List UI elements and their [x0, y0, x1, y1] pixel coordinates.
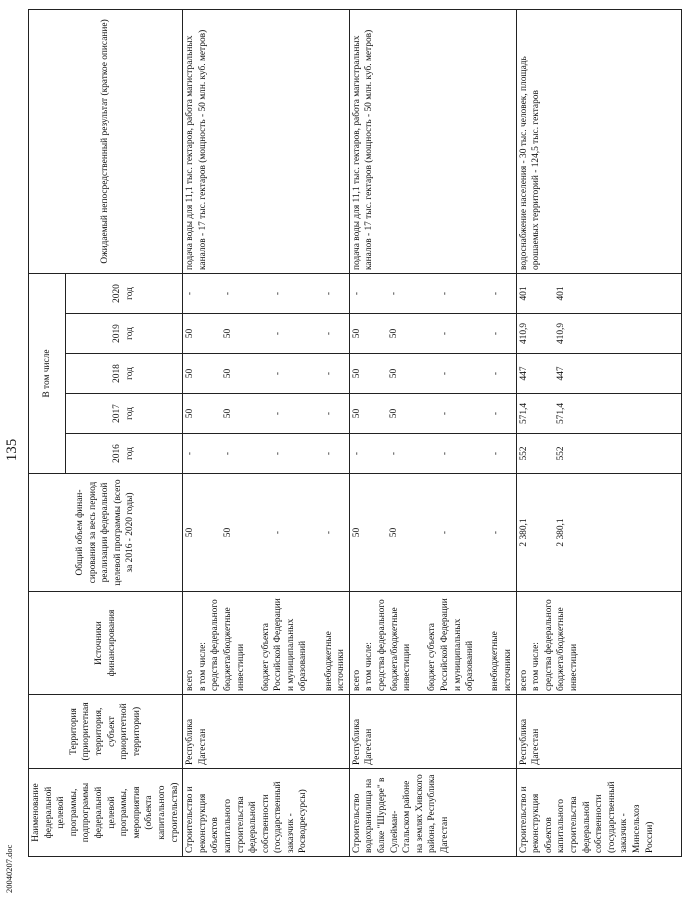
value: - [273, 530, 284, 535]
header-territory: Территория (приоритетная территория, субъект приоритетной территории) [29, 695, 183, 769]
value: - [490, 451, 501, 456]
value: - [389, 291, 400, 296]
value: 571,4 [556, 402, 567, 425]
header-sources: Источники финансирования [29, 592, 183, 695]
value: 50 [222, 408, 233, 419]
value: 410,9 [518, 322, 529, 345]
value: 552 [556, 446, 567, 461]
header-year: 2018 год [65, 354, 182, 394]
value: - [323, 371, 334, 376]
value: - [490, 291, 501, 296]
value: - [273, 451, 284, 456]
year-cell [183, 314, 350, 354]
source-line: средства федерального бюджета/бюджетные инвестиции [377, 599, 413, 691]
source-line: средства федерального бюджета/бюджетные инвестиции [210, 599, 246, 691]
value: 2 380,1 [518, 518, 529, 547]
source-line: бюджет субъекта Российской Федерации и муниципальных образований [427, 598, 476, 691]
year-cell [516, 314, 682, 354]
value: 50 [389, 408, 400, 419]
value: 50 [185, 328, 196, 339]
value: 50 [222, 527, 233, 538]
value: 401 [556, 286, 567, 301]
value: 50 [351, 527, 362, 538]
year-cell [349, 273, 516, 313]
header-year: 2020 год [65, 273, 182, 313]
value: - [351, 451, 362, 456]
result-cell: водоснабжение населения - 30 тыс. человек, площадь орошаемых территорий - 124,5 тыс. гектаров [516, 9, 682, 273]
source-line: всего [518, 669, 529, 691]
table-row [516, 9, 682, 856]
value: 50 [185, 368, 196, 379]
header-in-that: В том числе [29, 273, 66, 473]
value: - [185, 291, 196, 296]
value: - [222, 451, 233, 456]
sources-cell [183, 592, 350, 695]
year-cell [349, 394, 516, 434]
result-cell: подача воды для 11,1 тыс. гектаров, работа магистральных каналов - 17 тыс. гектаров (мощность - 50 млн. куб. метров) [183, 9, 350, 273]
value: - [273, 371, 284, 376]
value: 50 [351, 368, 362, 379]
value: 401 [518, 286, 529, 301]
sources-cell [349, 592, 516, 695]
value: - [273, 291, 284, 296]
value: - [440, 530, 451, 535]
value: - [323, 331, 334, 336]
year-cell [183, 434, 350, 474]
source-line: в том числе: [364, 642, 375, 691]
year-cell [183, 354, 350, 394]
value: - [440, 411, 451, 416]
year-cell [516, 394, 682, 434]
value: - [440, 291, 451, 296]
header-total: Общий объем финан-сирования за весь период реализации федеральной целевой программы (всего за 2016 - 2020 годы) [29, 474, 183, 592]
year-cell [349, 314, 516, 354]
result-cell: подача воды для 11,1 тыс. гектаров, работа магистральных каналов - 17 тыс. гектаров (мощность - 50 млн. куб. метров) [349, 9, 516, 273]
value: 50 [351, 408, 362, 419]
value: - [351, 291, 362, 296]
year-cell [183, 394, 350, 434]
year-cell [349, 434, 516, 474]
value: 50 [389, 328, 400, 339]
value: 571,4 [518, 402, 529, 425]
value: - [273, 411, 284, 416]
table-row [349, 9, 516, 856]
total-cell [516, 474, 682, 592]
year-cell [183, 273, 350, 313]
value: 50 [185, 527, 196, 538]
value: 50 [389, 368, 400, 379]
source-line: всего [351, 669, 362, 691]
sources-cell [516, 592, 682, 695]
total-cell [183, 474, 350, 592]
table-row [183, 9, 350, 856]
value: - [490, 411, 501, 416]
source-line: в том числе: [531, 642, 542, 691]
value: - [323, 411, 334, 416]
year-cell [516, 273, 682, 313]
value: - [490, 331, 501, 336]
value: - [323, 291, 334, 296]
value: 552 [518, 446, 529, 461]
value: - [490, 530, 501, 535]
header-name: Наименование федеральной целевой программы, подпрограммы федеральной целевой программы, мероприятия (объекта капитального строительства) [29, 769, 183, 857]
year-cell [349, 354, 516, 394]
value: 410,9 [556, 322, 567, 345]
value: 2 380,1 [556, 518, 567, 547]
header-year: 2016 год [65, 434, 182, 474]
header-year: 2019 год [65, 314, 182, 354]
year-cell [516, 354, 682, 394]
value: - [440, 331, 451, 336]
source-line: бюджет субъекта Российской Федерации и муниципальных образований [260, 598, 309, 691]
total-cell [349, 474, 516, 592]
value: - [490, 371, 501, 376]
project-name: Строительство и реконструкция объектов капитального строительства федеральной собственности (государственный заказчик - Росводресурсы) [183, 769, 350, 857]
source-line: всего [185, 669, 196, 691]
value: 447 [556, 366, 567, 381]
source-line: средства федерального бюджета/бюджетные инвестиции [543, 599, 579, 691]
document-id: 20040207.doc [4, 844, 14, 893]
value: - [440, 371, 451, 376]
source-line: внебюджетные источники [490, 631, 513, 691]
project-name: Строительство водохранилища на балке "Шурдере" в Сулейман-Стальском районе на землях Хивского района, Республика Дагестан [349, 769, 516, 857]
value: 50 [351, 328, 362, 339]
territory-cell: Республика Дагестан [183, 695, 350, 769]
territory-cell: Республика Дагестан [516, 695, 682, 769]
project-name: Строительство и реконструкция объектов капитального строительства федеральной собственности (государственный заказчик - Минсельхоз России) [516, 769, 682, 857]
value: - [273, 331, 284, 336]
value: - [389, 451, 400, 456]
value: 50 [222, 328, 233, 339]
page-number: 135 [4, 438, 20, 462]
source-line: в том числе: [197, 642, 208, 691]
value: - [222, 291, 233, 296]
value: 447 [518, 366, 529, 381]
value: 50 [222, 368, 233, 379]
header-result: Ожидаемый непосредственный результат (краткое описание) [29, 9, 183, 273]
value: - [323, 451, 334, 456]
value: - [323, 530, 334, 535]
value: - [440, 451, 451, 456]
source-line: внебюджетные источники [323, 631, 347, 691]
financing-table [28, 9, 682, 857]
year-cell [516, 434, 682, 474]
territory-cell: Республика Дагестан [349, 695, 516, 769]
value: 50 [185, 408, 196, 419]
value: 50 [389, 527, 400, 538]
header-year: 2017 год [65, 394, 182, 434]
value: - [185, 451, 196, 456]
